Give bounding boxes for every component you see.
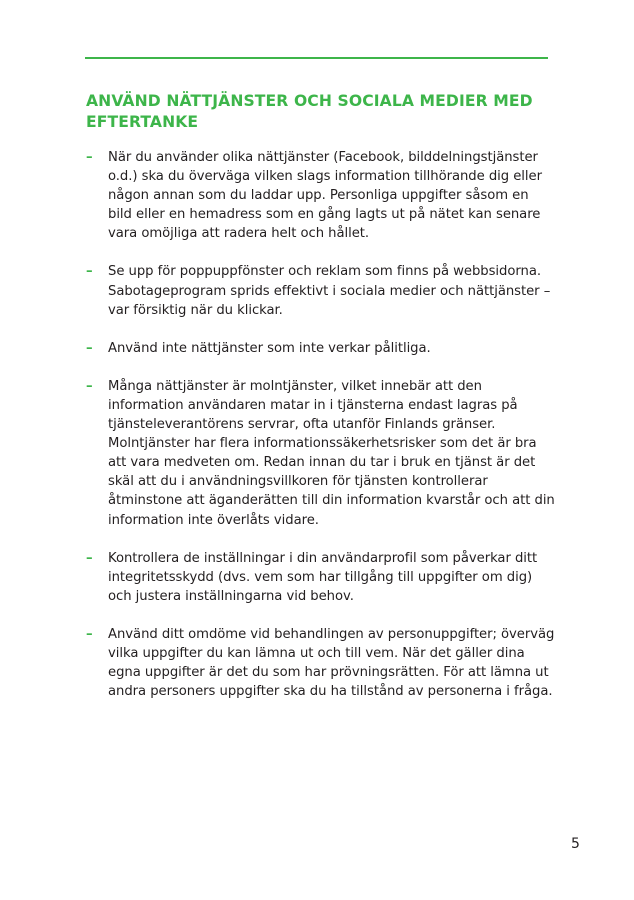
top-divider	[85, 57, 548, 59]
dash-bullet-icon: –	[86, 626, 93, 642]
list-item-text: Använd ditt omdöme vid behandlingen av personuppgifter; överväg vilka uppgifter du kan lämna ut och till vem. När det gäller dina egna uppgifter är det du som har prövningsrätten. För att lämna ut andra personers uppgifter ska du ha tillstånd av personerna i fråga.	[108, 626, 555, 700]
list-item	[86, 262, 556, 319]
list-item-text: Många nättjänster är molntjänster, vilket innebär att den information användaren matar in i tjänsterna endast lagras på tjänsteleverantörens servrar, ofta utanför Finlands gränser. Molntjänster har flera informationssäkerhetsrisker som det är bra att vara medveten om. Redan innan du tar i bruk en tjänst är det skäl att du i användningsvillkoren för tjänsten kontrollerar åtminstone att äganderätten till din information kvarstår och att din information inte överlåts vidare.	[108, 378, 555, 528]
dash-bullet-icon: –	[86, 378, 93, 394]
dash-bullet-icon: –	[86, 550, 93, 566]
section-heading: ANVÄND NÄTTJÄNSTER OCH SOCIALA MEDIER MED EFTERTANKE	[86, 92, 533, 131]
list-item	[86, 148, 556, 243]
dash-bullet-icon: –	[86, 150, 93, 165]
list-item	[86, 339, 556, 358]
list-item	[86, 377, 556, 530]
list-item	[86, 625, 556, 701]
list-item-text: Kontrollera de inställningar i din användarprofil som påverkar ditt integritetsskydd (dvs. vem som har tillgång till uppgifter om dig) och justera inställningarna vid behov.	[108, 550, 538, 604]
dash-bullet-icon: –	[86, 340, 93, 356]
page-number: 5	[571, 836, 580, 852]
list-item	[86, 549, 556, 606]
list-item-text: Använd inte nättjänster som inte verkar pålitliga.	[108, 340, 431, 356]
tips-list	[86, 148, 556, 720]
dash-bullet-icon: –	[86, 264, 93, 280]
list-item-text: Se upp för poppuppfönster och reklam som finns på webbsidorna. Sabotageprogram sprids effektivt i sociala medier och nättjänster – var försiktig när du klickar.	[108, 264, 551, 318]
list-item-text: När du använder olika nättjänster (Facebook, bilddelningstjänster o.d.) ska du överväga vilken slags information tillhörande dig eller någon annan som du laddar upp. Personliga uppgifter såsom en bild eller en hemadress som en gång lagts ut på nätet kan senare vara omöjliga att radera helt och hållet.	[108, 150, 542, 242]
